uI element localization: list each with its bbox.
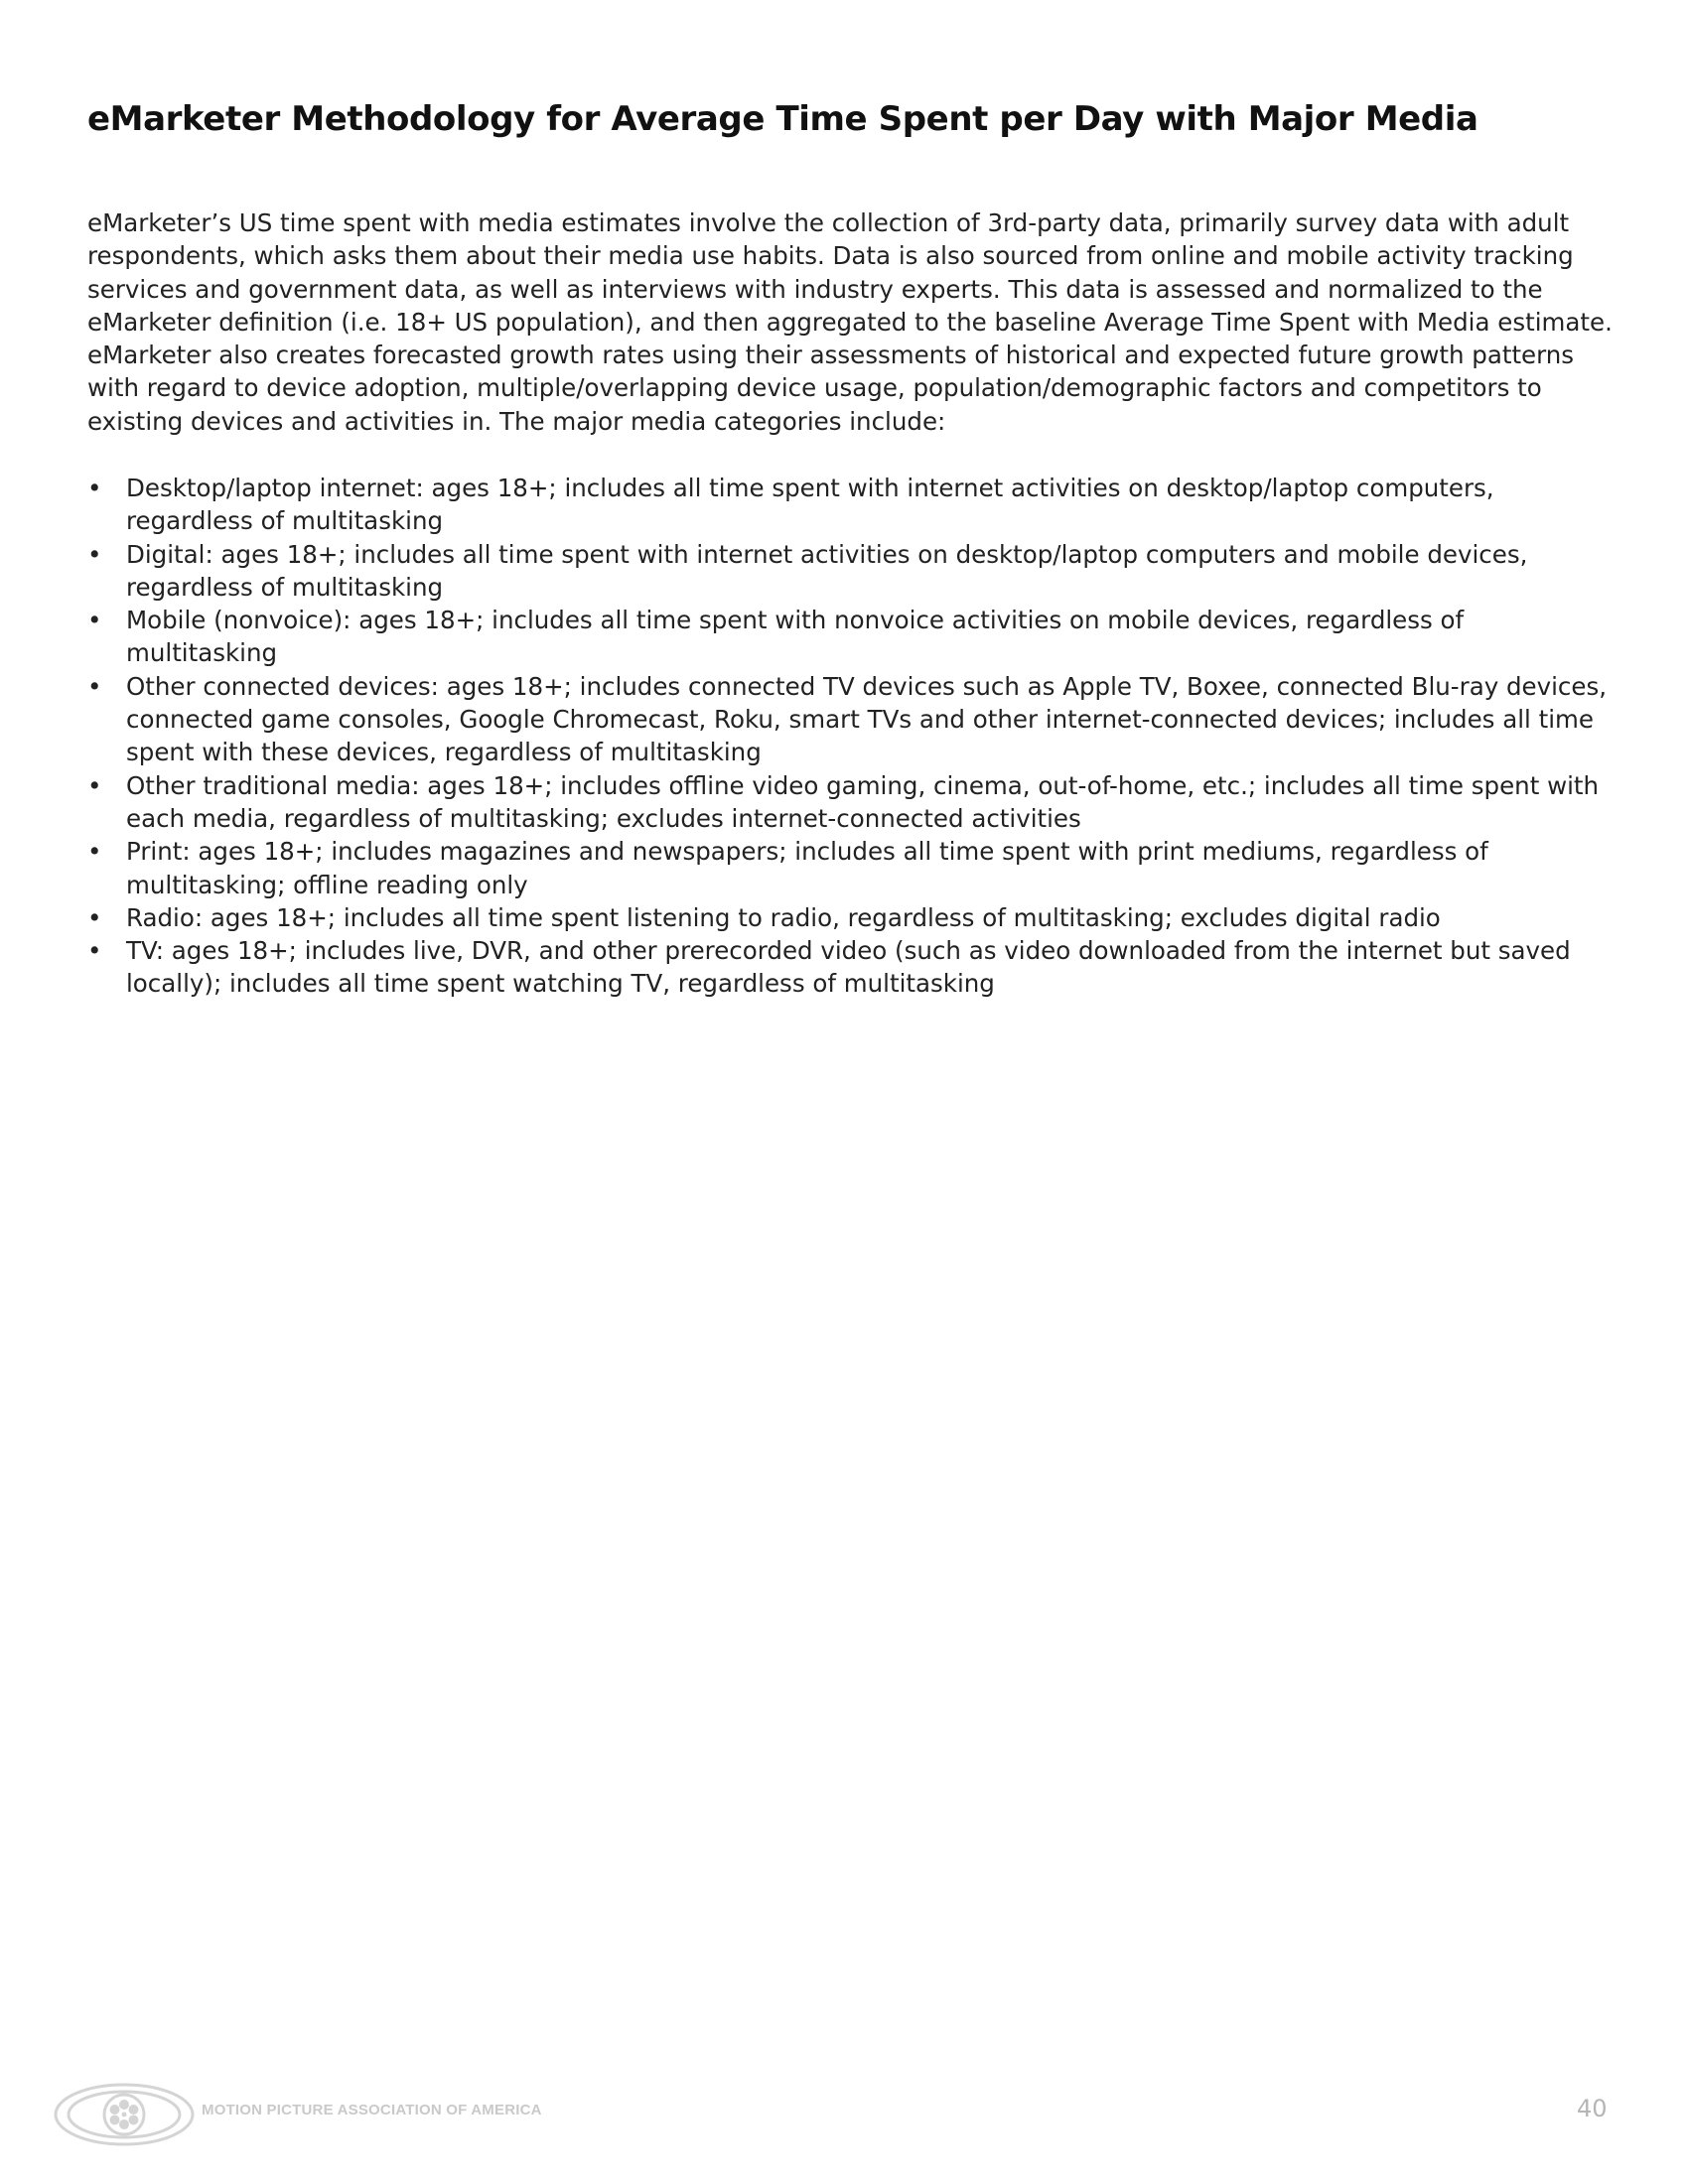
intro-line: respondents, which asks them about their media use habits. Data is also sourced from online and mobile activity tracking — [87, 241, 1574, 271]
list-item-text: Desktop/laptop internet: ages 18+; includes all time spent with internet activities on desktop/laptop computers, — [126, 474, 1494, 502]
list-item-mobile-nonvoice — [87, 604, 1617, 670]
bullet-icon: • — [87, 902, 102, 932]
list-item-text: connected game consoles, Google Chromecast, Roku, smart TVs and other internet-connected devices; includes all time — [126, 705, 1594, 735]
list-item-text: each media, regardless of multitasking; excludes internet-connected activities — [126, 803, 1081, 833]
list-item-text: Other connected devices: ages 18+; includes connected TV devices such as Apple TV, Boxee, connected Blu-ray devices, — [126, 671, 1608, 701]
list-item-text: spent with these devices, regardless of multitasking — [126, 738, 762, 767]
list-item-text: TV: ages 18+; includes live, DVR, and other prerecorded video (such as video downloaded from the internet but saved — [126, 936, 1571, 966]
list-item-other-traditional-media — [87, 769, 1617, 836]
list-item-text: Radio: ages 18+; includes all time spent listening to radio, regardless of multitasking; excludes digital radio — [126, 902, 1441, 932]
intro-line: with regard to device adoption, multiple/overlapping device usage, population/demographic factors and competitors to — [87, 373, 1542, 403]
intro-line: services and government data, as well as interviews with industry experts. This data is assessed and normalized to the — [87, 274, 1543, 304]
list-item-digital — [87, 538, 1617, 605]
list-item-text: Mobile (nonvoice): ages 18+; includes all time spent with nonvoice activities on mobile devices, regardless of — [126, 606, 1465, 635]
list-item-text: Print: ages 18+; includes magazines and newspapers; includes all time spent with print mediums, regardless of — [126, 837, 1488, 867]
bullet-icon: • — [87, 936, 102, 966]
mpaa-film-reel-logo-icon — [52, 2081, 197, 2148]
intro-line: eMarketer also creates forecasted growth rates using their assessments of historical and expected future growth patterns — [87, 341, 1575, 370]
list-item-other-connected-devices — [87, 670, 1617, 769]
intro-line: existing devices and activities in. The major media categories include: — [87, 406, 946, 436]
list-item-text: regardless of multitasking — [126, 506, 444, 536]
list-item-text: Digital: ages 18+; includes all time spent with internet activities on desktop/laptop computers and mobile devices, — [126, 539, 1528, 569]
bullet-icon: • — [87, 606, 102, 635]
intro-line: eMarketer’s US time spent with media estimates involve the collection of 3rd-party data, primarily survey data with adult — [87, 208, 1570, 237]
bullet-icon: • — [87, 837, 102, 867]
footer-organization-name: MOTION PICTURE ASSOCIATION OF AMERICA — [202, 2102, 542, 2118]
list-item-text: regardless of multitasking — [126, 572, 444, 602]
list-item-text: Other traditional media: ages 18+; includes offline video gaming, cinema, out-of-home, etc.; includes all time spent with — [126, 770, 1600, 800]
page-title: eMarketer Methodology for Average Time Spent per Day with Major Media — [87, 99, 1478, 139]
media-categories-list — [87, 472, 1617, 1001]
bullet-icon: • — [87, 671, 102, 701]
bullet-icon: • — [87, 539, 102, 569]
page-number: 40 — [1577, 2095, 1608, 2122]
list-item-text: locally); includes all time spent watching TV, regardless of multitasking — [126, 969, 995, 999]
list-item-text: multitasking — [126, 638, 278, 668]
bullet-icon: • — [87, 770, 102, 800]
list-item-text: multitasking; offline reading only — [126, 870, 528, 899]
list-item-print — [87, 835, 1617, 901]
bullet-icon: • — [87, 474, 102, 502]
intro-line: eMarketer definition (i.e. 18+ US population), and then aggregated to the baseline Average Time Spent with Media estimate. — [87, 307, 1613, 337]
list-item-radio — [87, 901, 1617, 934]
list-item-desktop-laptop-internet — [87, 472, 1617, 538]
list-item-tv — [87, 934, 1617, 1001]
intro-paragraph — [87, 206, 1617, 438]
